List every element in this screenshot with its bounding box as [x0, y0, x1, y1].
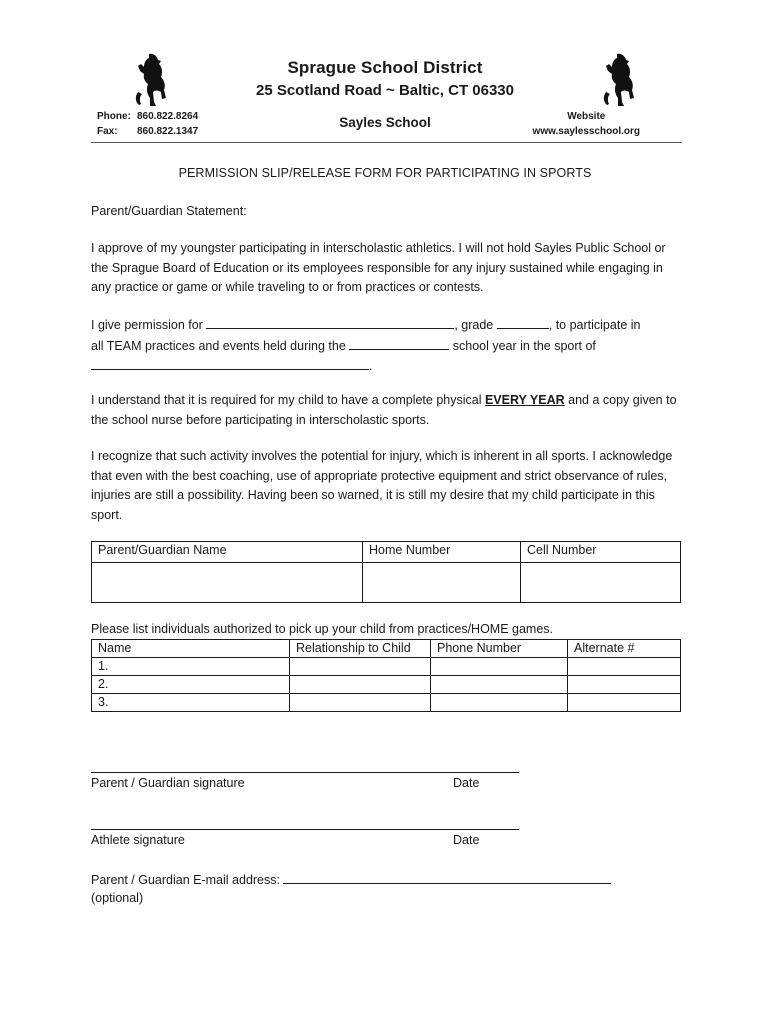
- permission-text-2: , grade: [454, 318, 494, 332]
- table-header: Parent/Guardian Name: [92, 542, 363, 563]
- school-name: Sayles School: [339, 115, 431, 130]
- every-year-emphasis: EVERY YEAR: [484, 393, 565, 407]
- parent-name-cell[interactable]: [92, 563, 363, 603]
- athlete-signature-label: Athlete signature: [91, 833, 185, 847]
- permission-paragraph: [91, 315, 683, 377]
- parent-signature-label: Parent / Guardian signature: [91, 776, 245, 790]
- parent-date-label: Date: [453, 776, 480, 790]
- email-line: [91, 870, 683, 907]
- physical-text-2: and a copy given to the school nurse before participating in interscholastic sports.: [91, 393, 677, 427]
- pickup-intro: Please list individuals authorized to pick up your child from practices/HOME games.: [91, 622, 554, 636]
- pickup-name-cell[interactable]: 1.: [92, 658, 290, 676]
- table-header: Home Number: [363, 542, 521, 563]
- phone-number-cell[interactable]: [431, 694, 568, 712]
- physical-paragraph: [91, 391, 683, 430]
- risk-paragraph: I recognize that such activity involves the potential for injury, which is inherent in all sports. I acknowledge that even with the best coaching, use of appropriate protective equipment and strict observance of rules, injuries are still a possibility. Having been so warned, it is still my desire that my child participate in this sport.: [91, 449, 673, 522]
- permission-text-3: , to participate in: [548, 318, 641, 332]
- pickup-name-cell[interactable]: 2.: [92, 676, 290, 694]
- table-row: [92, 694, 681, 712]
- website-block: [533, 109, 640, 139]
- table-header: Phone Number: [431, 640, 568, 658]
- district-address: 25 Scotland Road ~ Baltic, CT 06330: [255, 82, 514, 99]
- permission-text-6: .: [369, 359, 373, 373]
- alternate-number-cell[interactable]: [568, 676, 681, 694]
- fax-number: 860.822.1347: [137, 126, 199, 137]
- website-label: Website: [567, 111, 606, 122]
- athlete-signature-line[interactable]: [91, 829, 519, 830]
- phone-label: Phone:: [97, 111, 131, 122]
- table-header: Name: [92, 640, 290, 658]
- form-title: PERMISSION SLIP/RELEASE FORM FOR PARTICIPATING IN SPORTS: [178, 166, 592, 180]
- school-year-blank[interactable]: [349, 336, 449, 350]
- table-header-row: [92, 542, 681, 563]
- cell-number-cell[interactable]: [521, 563, 681, 603]
- table-header-row: [92, 640, 681, 658]
- fax-label: Fax:: [97, 126, 118, 137]
- statement-heading: Parent/Guardian Statement:: [91, 204, 247, 218]
- alternate-number-cell[interactable]: [568, 694, 681, 712]
- relationship-cell[interactable]: [290, 676, 431, 694]
- authorized-pickup-table: [91, 639, 681, 712]
- email-label: Parent / Guardian E-mail address:: [91, 873, 280, 887]
- relationship-cell[interactable]: [290, 694, 431, 712]
- student-name-blank[interactable]: [206, 315, 454, 329]
- home-number-cell[interactable]: [363, 563, 521, 603]
- website-url: www.saylesschool.org: [532, 126, 640, 137]
- table-row: [92, 563, 681, 603]
- table-row: [92, 676, 681, 694]
- parent-signature-line[interactable]: [91, 772, 519, 773]
- table-header: Alternate #: [568, 640, 681, 658]
- grade-blank[interactable]: [497, 315, 549, 329]
- physical-text-1: I understand that it is required for my child to have a complete physical: [91, 393, 482, 407]
- permission-text-4: all TEAM practices and events held during the: [91, 338, 346, 353]
- district-name: Sprague School District: [287, 58, 483, 77]
- phone-number: 860.822.8264: [137, 111, 199, 122]
- approval-paragraph: I approve of my youngster participating in interscholastic athletics. I will not hold Sayles Public School or the Sprague Board of Education or its employees responsible for any injury sustained while engaging in any practice or game or while traveling to or from practices or contests.: [91, 241, 666, 294]
- phone-number-cell[interactable]: [431, 658, 568, 676]
- sport-blank[interactable]: [91, 356, 369, 370]
- phone-number-cell[interactable]: [431, 676, 568, 694]
- pickup-name-cell[interactable]: 3.: [92, 694, 290, 712]
- email-optional-note: (optional): [91, 891, 144, 905]
- table-header: Cell Number: [521, 542, 681, 563]
- alternate-number-cell[interactable]: [568, 658, 681, 676]
- header-divider: [91, 142, 682, 143]
- phone-fax-block: [97, 109, 198, 139]
- permission-text-5: school year in the sport of: [452, 338, 596, 353]
- athlete-date-label: Date: [453, 833, 480, 847]
- table-row: [92, 658, 681, 676]
- table-header: Relationship to Child: [290, 640, 431, 658]
- email-blank[interactable]: [283, 870, 611, 884]
- parent-contact-table: [91, 541, 681, 603]
- relationship-cell[interactable]: [290, 658, 431, 676]
- permission-text-1: I give permission for: [91, 318, 203, 332]
